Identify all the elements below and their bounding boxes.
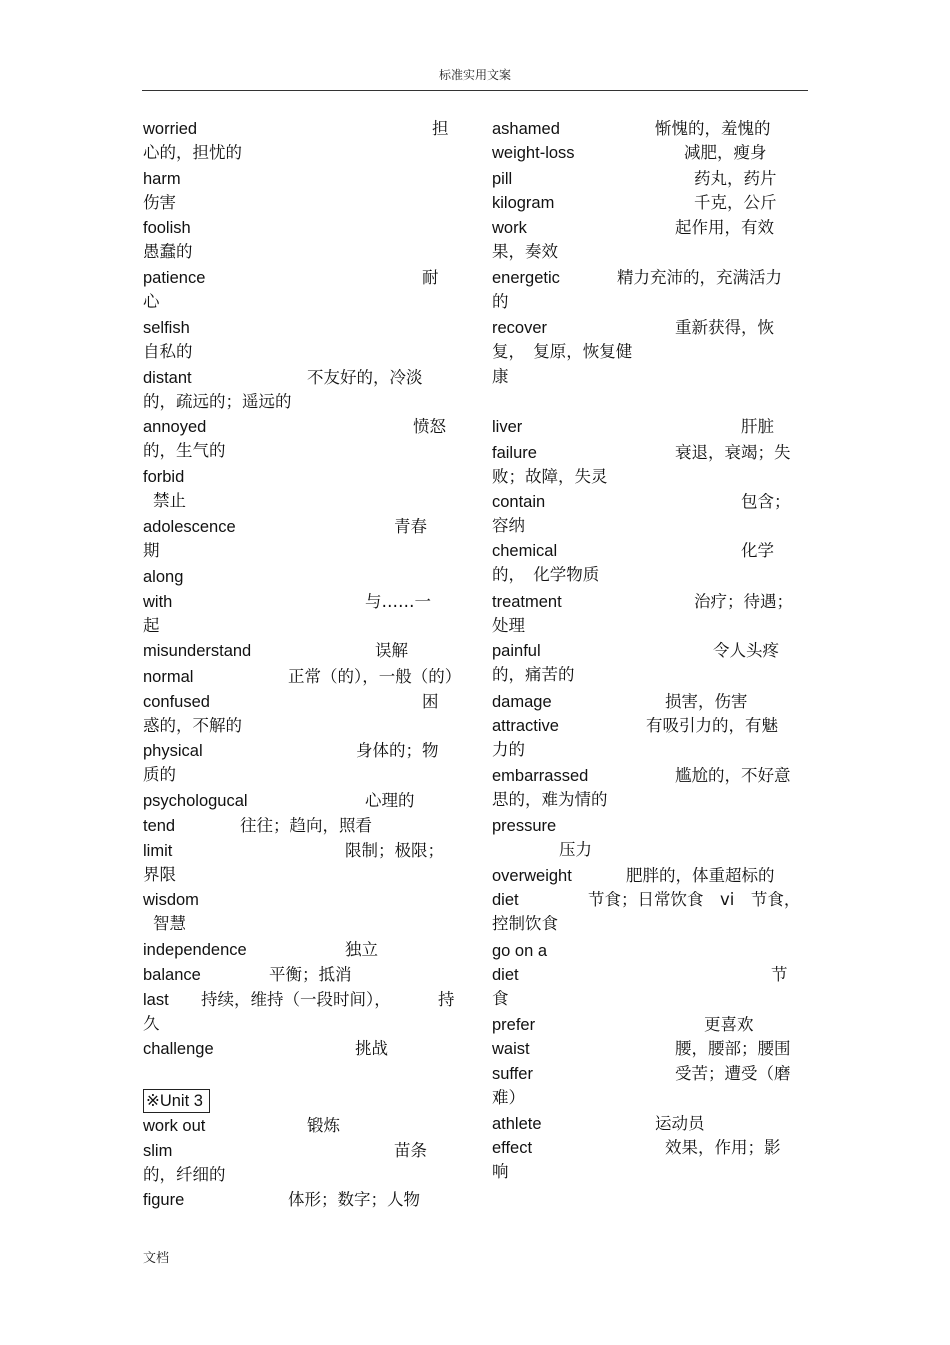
entry-word: energetic <box>492 269 560 287</box>
entry-meaning-cont: 难） <box>492 1088 525 1107</box>
entry-word: weight-loss <box>492 144 575 162</box>
entry-word: contain <box>492 493 546 511</box>
entry-word: tend <box>143 817 176 835</box>
entry-word: work <box>492 219 527 237</box>
entry-word: slim <box>143 1142 173 1160</box>
entry-word: last <box>143 991 169 1009</box>
entry-word: athlete <box>492 1115 542 1133</box>
entry-word: diet <box>492 891 519 909</box>
entry-meaning-cont: 食 <box>492 989 509 1008</box>
entry-meaning-cont: 的，生气的 <box>143 441 226 460</box>
entry-meaning: 担 <box>432 119 449 138</box>
entry-word: with <box>143 593 173 611</box>
entry-word: figure <box>143 1191 185 1209</box>
entry-meaning: 衰退，衰竭；失 <box>675 443 791 462</box>
entry-meaning: 更喜欢 <box>704 1015 754 1034</box>
entry-meaning-cont: 智慧 <box>153 914 186 933</box>
entry-meaning-cont: 禁止 <box>153 491 186 510</box>
entry-word: along <box>143 568 184 586</box>
entry-word: limit <box>143 842 173 860</box>
entry-word: prefer <box>492 1016 536 1034</box>
entry-word: psychologucal <box>143 792 248 810</box>
entry-meaning: 惭愧的，羞愧的 <box>655 119 771 138</box>
entry-meaning: 独立 <box>345 940 378 959</box>
entry-meaning: 愤怒 <box>413 417 446 436</box>
entry-meaning: 精力充沛的，充满活力 <box>617 268 782 287</box>
entry-meaning-cont: 控制饮食 <box>492 914 558 933</box>
entry-word: suffer <box>492 1065 533 1083</box>
entry-word: confused <box>143 693 210 711</box>
unit-label: ※Unit 3 <box>143 1089 210 1113</box>
entry-meaning-cont: 力的 <box>492 740 525 759</box>
entry-word: worried <box>143 120 198 138</box>
entry-meaning: 挑战 <box>355 1039 388 1058</box>
entry-word: annoyed <box>143 418 207 436</box>
entry-word: recover <box>492 319 548 337</box>
entry-meaning: 与……一 <box>365 592 431 611</box>
entry-meaning: 青春 <box>394 517 427 536</box>
entry-word: effect <box>492 1139 533 1157</box>
entry-meaning: 肝脏 <box>741 417 774 436</box>
entry-meaning: 误解 <box>375 641 408 660</box>
entry-meaning-cont: 果，奏效 <box>492 242 558 261</box>
entry-meaning: 身体的；物 <box>356 741 439 760</box>
entry-meaning-cont: 响 <box>492 1162 509 1181</box>
entry-meaning: 心理的 <box>365 791 415 810</box>
entry-meaning-cont: 败；故障，失灵 <box>492 467 608 486</box>
entry-meaning-cont: 伤害 <box>143 193 176 212</box>
entry-meaning: 耐 <box>422 268 439 287</box>
entry-meaning: 困 <box>422 692 439 711</box>
page-header: 标准实用文案 <box>438 68 511 82</box>
entry-meaning: 体形；数字；人物 <box>288 1190 420 1209</box>
entry-word: liver <box>492 418 523 436</box>
entry-meaning: 尴尬的，不好意 <box>675 766 791 785</box>
entry-word: ashamed <box>492 120 560 138</box>
entry-meaning: 运动员 <box>655 1114 705 1133</box>
entry-meaning-cont: 期 <box>143 541 160 560</box>
entry-meaning-cont: 复， 复原，恢复健 <box>492 342 633 361</box>
entry-meaning: 限制；极限； <box>345 841 444 860</box>
entry-word: waist <box>492 1040 530 1058</box>
entry-meaning-cont: 质的 <box>143 765 176 784</box>
entry-meaning-cont: 界限 <box>143 865 176 884</box>
entry-word: physical <box>143 742 203 760</box>
entry-meaning-cont: 的，痛苦的 <box>492 665 575 684</box>
entry-word: challenge <box>143 1040 214 1058</box>
entry-meaning-cont: 愚蠢的 <box>143 242 193 261</box>
entry-meaning: 治疗；待遇； <box>694 592 793 611</box>
entry-word: failure <box>492 444 537 462</box>
entry-word: damage <box>492 693 552 711</box>
entry-word: work out <box>143 1117 206 1135</box>
entry-meaning: 令人头疼 <box>713 641 779 660</box>
entry-word: pressure <box>492 817 557 835</box>
entry-meaning-cont: 起 <box>143 616 160 635</box>
entry-meaning-cont: 惑的，不解的 <box>143 716 242 735</box>
entry-meaning: 重新获得，恢 <box>675 318 774 337</box>
entry-meaning: 药丸，药片 <box>694 169 777 188</box>
entry-meaning: 包含； <box>741 492 791 511</box>
entry-meaning: 正常（的），一般（的） <box>288 667 462 686</box>
entry-word: attractive <box>492 717 559 735</box>
entry-word: diet <box>492 966 519 984</box>
entry-word: patience <box>143 269 206 287</box>
entry-word: balance <box>143 966 201 984</box>
entry-word: normal <box>143 668 194 686</box>
entry-meaning-cont: 思的，难为情的 <box>492 790 608 809</box>
entry-meaning-cont: 容纳 <box>492 516 525 535</box>
entry-word: forbid <box>143 468 185 486</box>
entry-meaning-cont: 的，疏远的；遥远的 <box>143 392 292 411</box>
entry-word: foolish <box>143 219 191 237</box>
entry-meaning: 化学 <box>741 541 774 560</box>
entry-meaning-cont: 的 <box>492 292 509 311</box>
entry-meaning-cont: 自私的 <box>143 342 193 361</box>
entry-meaning-cont: 处理 <box>492 616 525 635</box>
entry-word: selfish <box>143 319 190 337</box>
entry-meaning: 起作用，有效 <box>675 218 774 237</box>
entry-meaning-cont: 的， 化学物质 <box>492 565 600 584</box>
entry-meaning: 往往；趋向，照看 <box>240 816 372 835</box>
entry-meaning: 苗条 <box>394 1141 427 1160</box>
entry-word: kilogram <box>492 194 555 212</box>
entry-meaning-cont: 心的，担忧的 <box>143 143 242 162</box>
entry-meaning: 损害，伤害 <box>665 692 748 711</box>
entry-meaning: 锻炼 <box>307 1116 340 1135</box>
entry-word: independence <box>143 941 247 959</box>
entry-meaning: 平衡；抵消 <box>269 965 352 984</box>
entry-meaning: 持续，维持（一段时间）， <box>201 990 391 1009</box>
entry-meaning: 肥胖的，体重超标的 <box>626 866 775 885</box>
entry-word: overweight <box>492 867 572 885</box>
entry-meaning: 有吸引力的，有魅 <box>646 716 778 735</box>
entry-meaning: 减肥，瘦身 <box>684 143 767 162</box>
entry-word: misunderstand <box>143 642 252 660</box>
entry-meaning-end: 持 <box>438 990 455 1009</box>
entry-word: chemical <box>492 542 558 560</box>
entry-meaning-cont: 心 <box>143 292 160 311</box>
entry-meaning-cont-2: 康 <box>492 367 509 386</box>
entry-word: embarrassed <box>492 767 589 785</box>
entry-meaning-cont: 的，纤细的 <box>143 1165 226 1184</box>
entry-meaning: 不友好的，冷淡 <box>307 368 423 387</box>
entry-word: adolescence <box>143 518 236 536</box>
entry-meaning: 节 <box>771 965 788 984</box>
header-rule <box>142 90 808 91</box>
entry-word: treatment <box>492 593 562 611</box>
entry-meaning: 腰，腰部；腰围 <box>675 1039 791 1058</box>
page-footer: 文档 <box>143 1251 170 1266</box>
entry-meaning-cont: 久 <box>143 1014 160 1033</box>
entry-word: distant <box>143 369 192 387</box>
entry-meaning: 千克，公斤 <box>694 193 777 212</box>
entry-meaning-cont: 压力 <box>559 840 592 859</box>
entry-word: harm <box>143 170 181 188</box>
entry-word: go on a <box>492 942 548 960</box>
entry-meaning: 效果，作用；影 <box>665 1138 781 1157</box>
entry-word: wisdom <box>143 891 199 909</box>
entry-word: painful <box>492 642 541 660</box>
entry-meaning: 节食；日常饮食 vi 节食， <box>588 890 801 909</box>
entry-word: pill <box>492 170 513 188</box>
entry-meaning: 受苦；遭受（磨 <box>675 1064 791 1083</box>
